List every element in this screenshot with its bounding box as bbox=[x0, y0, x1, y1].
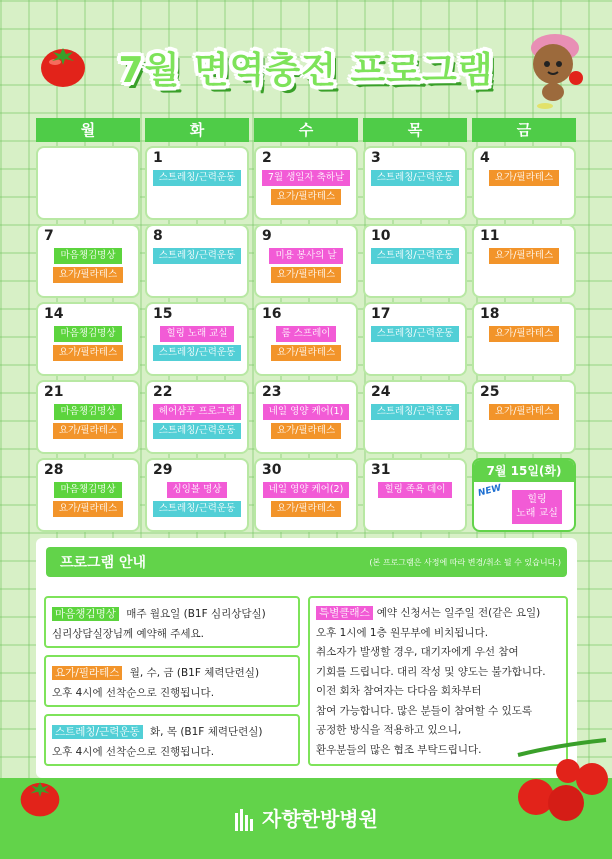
program-tag: 요가/필라테스 bbox=[271, 189, 341, 205]
day-programs bbox=[474, 404, 574, 420]
day-programs bbox=[365, 170, 465, 186]
day-number: 11 bbox=[480, 228, 500, 244]
mascot-icon bbox=[520, 30, 590, 110]
calendar-day-cell bbox=[254, 146, 358, 220]
program-tag: 스트레칭/근력운동 bbox=[153, 170, 242, 186]
special-tag-line2: 노래 교실 bbox=[516, 508, 558, 519]
day-number: 2 bbox=[262, 150, 272, 166]
day-number: 16 bbox=[262, 306, 282, 322]
calendar-day-cell bbox=[36, 146, 140, 220]
page-title: 7월 면역충전 프로그램 bbox=[118, 50, 494, 91]
calendar-day-cell bbox=[145, 224, 249, 298]
calendar-day-cell bbox=[472, 146, 576, 220]
day-number: 1 bbox=[153, 150, 163, 166]
day-number: 28 bbox=[44, 462, 64, 478]
stretching-line2: 오후 4시에 선착순으로 진행됩니다. bbox=[52, 746, 215, 758]
calendar-day-cell bbox=[145, 380, 249, 454]
program-tag: 힐링 노래 교실 bbox=[160, 326, 233, 342]
calendar-day-cell bbox=[254, 380, 358, 454]
day-programs bbox=[38, 248, 138, 283]
program-tag: 네일 영양 케어(2) bbox=[263, 482, 350, 498]
special-line3: 취소자가 발생할 경우, 대기자에게 우선 참여 bbox=[316, 646, 519, 658]
program-tag: 스트레칭/근력운동 bbox=[153, 501, 242, 517]
stretching-line1: 화, 목 (B1F 체력단련실) bbox=[150, 726, 263, 738]
day-programs bbox=[147, 170, 247, 186]
day-number: 29 bbox=[153, 462, 173, 478]
info-note: (본 프로그램은 사정에 따라 변경/취소 될 수 있습니다.) bbox=[369, 558, 561, 567]
calendar-day-cell bbox=[145, 146, 249, 220]
program-tag: 요가/필라테스 bbox=[489, 248, 559, 264]
program-tag: 스트레칭/근력운동 bbox=[153, 423, 242, 439]
program-tag: 헤어샴푸 프로그램 bbox=[153, 404, 241, 420]
program-tag: 마음챙김명상 bbox=[54, 326, 121, 342]
day-number: 9 bbox=[262, 228, 272, 244]
program-tag: 스트레칭/근력운동 bbox=[153, 345, 242, 361]
calendar-day-cell bbox=[254, 302, 358, 376]
day-number: 31 bbox=[371, 462, 391, 478]
day-programs bbox=[256, 482, 356, 517]
program-tag: 요가/필라테스 bbox=[53, 345, 123, 361]
info-box-stretching bbox=[44, 714, 300, 766]
day-programs bbox=[365, 326, 465, 342]
day-number: 23 bbox=[262, 384, 282, 400]
day-programs bbox=[256, 170, 356, 205]
program-tag: 미용 봉사의 날 bbox=[269, 248, 342, 264]
special-line4: 기회를 드립니다. 대리 작성 및 양도는 불가합니다. bbox=[316, 665, 546, 678]
calendar-day-cell bbox=[363, 224, 467, 298]
special-event-tag bbox=[512, 490, 562, 524]
calendar-day-cell bbox=[145, 302, 249, 376]
program-tag: 스트레칭/근력운동 bbox=[371, 170, 460, 186]
program-tag: 마음챙김명상 bbox=[54, 482, 121, 498]
program-tag: 네일 영양 케어(1) bbox=[263, 404, 350, 420]
yoga-line2: 오후 4시에 선착순으로 진행됩니다. bbox=[52, 687, 215, 699]
program-tag: 스트레칭/근력운동 bbox=[153, 248, 242, 264]
day-programs bbox=[256, 248, 356, 283]
day-number: 15 bbox=[153, 306, 173, 322]
info-box-meditation bbox=[44, 596, 300, 648]
weekday-wed: 수 bbox=[254, 118, 358, 142]
calendar bbox=[36, 118, 577, 532]
calendar-day-cell bbox=[254, 458, 358, 532]
weekday-mon: 월 bbox=[36, 118, 140, 142]
calendar-day-cell bbox=[36, 380, 140, 454]
day-programs bbox=[474, 170, 574, 186]
special-tag-line1: 힐링 bbox=[527, 494, 547, 505]
day-number: 4 bbox=[480, 150, 490, 166]
info-header bbox=[46, 547, 567, 577]
program-tag: 힐링 족욕 데이 bbox=[378, 482, 451, 498]
special-line7: 공정한 방식을 적용하고 있으니, bbox=[316, 724, 462, 736]
program-tag: 마음챙김명상 bbox=[54, 404, 121, 420]
day-programs bbox=[256, 326, 356, 361]
day-number: 14 bbox=[44, 306, 64, 322]
calendar-day-cell bbox=[472, 380, 576, 454]
calendar-grid bbox=[36, 146, 577, 532]
program-tag: 요가/필라테스 bbox=[489, 404, 559, 420]
program-tag: 요가/필라테스 bbox=[53, 267, 123, 283]
special-event-date: 7월 15일(화) bbox=[474, 460, 574, 482]
weekday-tue: 화 bbox=[145, 118, 249, 142]
program-tag: 요가/필라테스 bbox=[489, 170, 559, 186]
day-programs bbox=[365, 482, 465, 498]
program-tag: 요가/필라테스 bbox=[53, 501, 123, 517]
calendar-day-cell bbox=[363, 380, 467, 454]
day-programs bbox=[474, 326, 574, 342]
day-programs bbox=[147, 326, 247, 361]
calendar-day-cell bbox=[254, 224, 358, 298]
header bbox=[0, 30, 612, 110]
calendar-day-cell bbox=[36, 224, 140, 298]
special-line6: 참여 가능합니다. 많은 분들이 참여할 수 있도록 bbox=[316, 704, 533, 717]
day-programs bbox=[38, 482, 138, 517]
program-info bbox=[36, 538, 577, 778]
special-line1: 예약 신청서는 일주일 전(같은 요일) bbox=[376, 607, 541, 619]
day-number: 24 bbox=[371, 384, 391, 400]
yoga-line1: 월, 수, 금 (B1F 체력단련실) bbox=[129, 667, 260, 679]
day-programs bbox=[38, 326, 138, 361]
day-number: 10 bbox=[371, 228, 391, 244]
program-tag: 스트레칭/근력운동 bbox=[371, 248, 460, 264]
program-tag: 요가/필라테스 bbox=[271, 501, 341, 517]
meditation-label: 마음챙김명상 bbox=[52, 607, 119, 621]
program-tag: 싱잉볼 명상 bbox=[167, 482, 228, 498]
calendar-day-cell bbox=[145, 458, 249, 532]
hospital-logo-icon bbox=[234, 809, 256, 833]
meditation-line2: 심리상담실장님께 예약해 주세요. bbox=[52, 628, 205, 640]
program-tag: 요가/필라테스 bbox=[489, 326, 559, 342]
day-number: 25 bbox=[480, 384, 500, 400]
weekday-thu: 목 bbox=[363, 118, 467, 142]
hospital-name: 자향한방병원 bbox=[262, 807, 378, 831]
meditation-line1: 매주 월요일 (B1F 심리상담실) bbox=[126, 608, 266, 620]
day-number: 17 bbox=[371, 306, 391, 322]
day-programs bbox=[474, 248, 574, 264]
day-number: 22 bbox=[153, 384, 173, 400]
special-line5: 이전 회차 참여자는 다다음 회차부터 bbox=[316, 685, 482, 697]
day-number: 8 bbox=[153, 228, 163, 244]
day-programs bbox=[365, 248, 465, 264]
calendar-day-cell bbox=[472, 224, 576, 298]
info-title: 프로그램 안내 bbox=[60, 555, 147, 571]
day-number: 7 bbox=[44, 228, 54, 244]
day-programs bbox=[147, 482, 247, 517]
program-tag: 7월 생일자 축하날 bbox=[262, 170, 350, 186]
program-tag: 룸 스프레이 bbox=[276, 326, 337, 342]
calendar-day-cell bbox=[472, 302, 576, 376]
day-programs bbox=[365, 404, 465, 420]
weekday-fri: 금 bbox=[472, 118, 576, 142]
program-tag: 요가/필라테스 bbox=[271, 423, 341, 439]
day-number: 21 bbox=[44, 384, 64, 400]
day-number: 30 bbox=[262, 462, 282, 478]
program-tag: 스트레칭/근력운동 bbox=[371, 404, 460, 420]
calendar-day-cell bbox=[363, 458, 467, 532]
info-box-yoga bbox=[44, 655, 300, 707]
special-event-cell bbox=[472, 458, 576, 532]
day-programs bbox=[256, 404, 356, 439]
day-number: 3 bbox=[371, 150, 381, 166]
calendar-day-cell bbox=[363, 146, 467, 220]
weekday-header bbox=[36, 118, 577, 142]
program-tag: 요가/필라테스 bbox=[271, 345, 341, 361]
day-programs bbox=[147, 404, 247, 439]
special-line8: 환우분들의 많은 협조 부탁드립니다. bbox=[316, 743, 482, 756]
day-programs bbox=[147, 248, 247, 264]
calendar-day-cell bbox=[363, 302, 467, 376]
program-tag: 요가/필라테스 bbox=[53, 423, 123, 439]
footer-logo bbox=[0, 803, 612, 833]
program-tag: 요가/필라테스 bbox=[271, 267, 341, 283]
program-tag: 마음챙김명상 bbox=[54, 248, 121, 264]
special-class-label: 특별클래스 bbox=[316, 606, 373, 620]
calendar-day-cell bbox=[36, 458, 140, 532]
yoga-label: 요가/필라테스 bbox=[52, 666, 122, 680]
stretching-label: 스트레칭/근력운동 bbox=[52, 725, 143, 739]
new-badge: NEW bbox=[477, 483, 503, 499]
day-number: 18 bbox=[480, 306, 500, 322]
special-line2: 오후 1시에 1층 원무부에 비치됩니다. bbox=[316, 626, 489, 639]
calendar-day-cell bbox=[36, 302, 140, 376]
program-tag: 스트레칭/근력운동 bbox=[371, 326, 460, 342]
day-programs bbox=[38, 404, 138, 439]
